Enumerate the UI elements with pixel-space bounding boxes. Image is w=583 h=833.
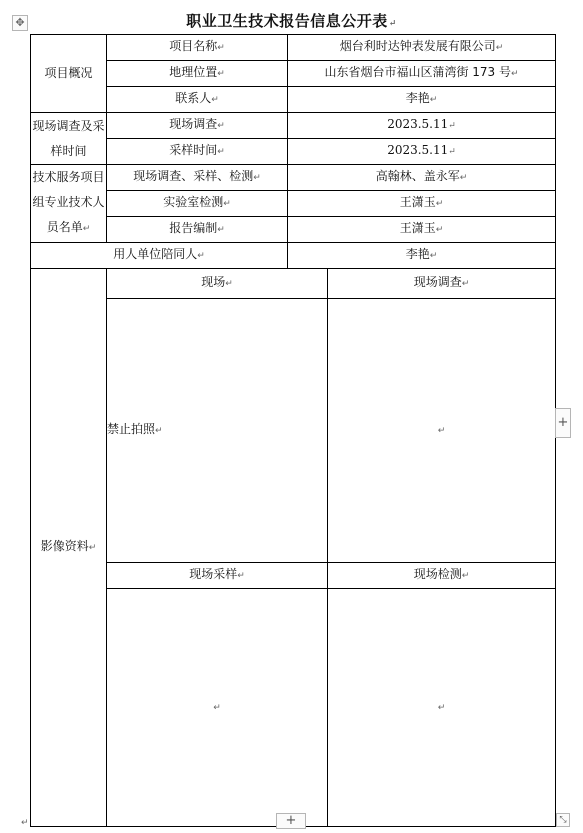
report-label: 报告编制↵ <box>107 217 288 243</box>
table-row <box>31 299 556 563</box>
table-row <box>31 165 556 191</box>
sampling-header: 现场采样↵ <box>107 563 328 589</box>
lab-value: 王潇玉↵ <box>288 191 556 217</box>
survey-time-label: 现场调查及采样时间 <box>31 113 107 165</box>
survey-header: 现场调查↵ <box>328 269 556 299</box>
sampling-value: 2023.5.11↵ <box>288 139 556 165</box>
table-row <box>31 563 556 589</box>
table-row <box>31 269 556 299</box>
location-label: 地理位置↵ <box>107 61 288 87</box>
location-value: 山东省烟台市福山区蒲湾街 173 号↵ <box>288 61 556 87</box>
lab-label: 实验室检测↵ <box>107 191 288 217</box>
info-table <box>30 34 556 827</box>
table-row <box>31 61 556 87</box>
escort-value: 李艳↵ <box>288 243 556 269</box>
table-row <box>31 87 556 113</box>
table-row <box>31 191 556 217</box>
table-resize-handle-icon[interactable]: ⤡ <box>556 813 570 827</box>
sampling-label: 采样时间↵ <box>107 139 288 165</box>
paragraph-mark-icon: ↵ <box>21 818 29 828</box>
table-row <box>31 35 556 61</box>
project-name-value: 烟台利时达钟表发展有限公司↵ <box>288 35 556 61</box>
table-row <box>31 113 556 139</box>
project-name-label: 项目名称↵ <box>107 35 288 61</box>
table-row <box>31 243 556 269</box>
site-photo-cell: 禁止拍照↵ <box>107 299 328 563</box>
survey-photo-cell: ↵ <box>328 299 556 563</box>
staff-label: 技术服务项目组专业技术人员名单↵ <box>31 165 107 243</box>
paragraph-mark-icon: ↵ <box>388 19 397 29</box>
page-title: 职业卫生技术报告信息公开表↵ <box>186 12 397 30</box>
testing-photo-cell: ↵ <box>328 589 556 827</box>
testing-header: 现场检测↵ <box>328 563 556 589</box>
table-move-handle-icon[interactable]: ✥ <box>12 15 28 31</box>
images-label: 影像资料↵ <box>31 269 107 827</box>
escort-label: 用人单位陪同人↵ <box>31 243 288 269</box>
table-row <box>31 217 556 243</box>
project-overview-label: 项目概况 <box>31 35 107 113</box>
add-row-button[interactable]: + <box>276 813 306 829</box>
add-column-button[interactable]: + <box>555 408 571 438</box>
site-header: 现场↵ <box>107 269 328 299</box>
field-work-label: 现场调查、采样、检测↵ <box>107 165 288 191</box>
survey-value: 2023.5.11↵ <box>288 113 556 139</box>
table-row <box>31 589 556 827</box>
report-value: 王潇玉↵ <box>288 217 556 243</box>
sampling-photo-cell: ↵ <box>107 589 328 827</box>
contact-value: 李艳↵ <box>288 87 556 113</box>
field-work-value: 高翰林、盖永军↵ <box>288 165 556 191</box>
contact-label: 联系人↵ <box>107 87 288 113</box>
survey-label: 现场调查↵ <box>107 113 288 139</box>
table-row <box>31 139 556 165</box>
